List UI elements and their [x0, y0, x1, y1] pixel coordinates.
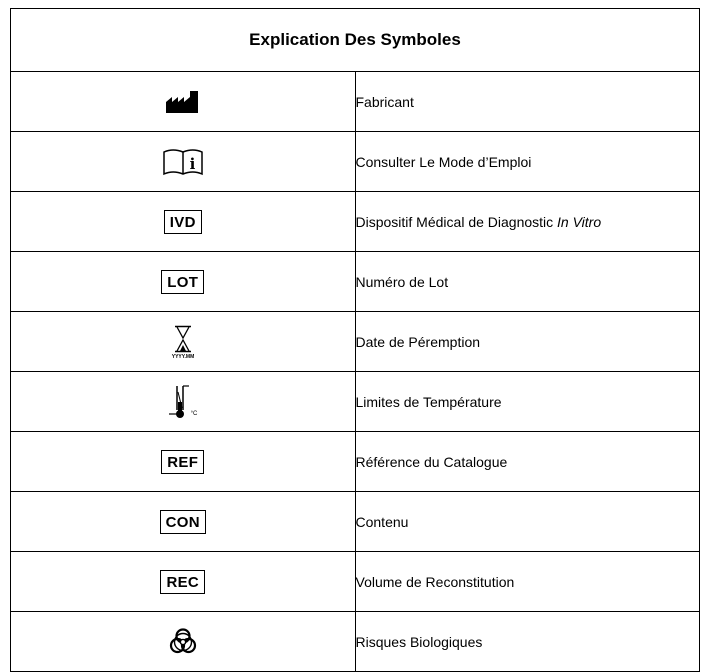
description-cell: Numéro de Lot — [355, 252, 700, 312]
table-row — [11, 72, 700, 132]
description-cell: Limites de Température — [355, 372, 700, 432]
celsius-label: °C — [190, 410, 198, 417]
table-row — [11, 552, 700, 612]
consult-instructions-icon — [162, 148, 204, 176]
symbol-cell — [11, 132, 356, 192]
table-row — [11, 612, 700, 672]
rec-icon: REC — [160, 570, 205, 594]
biohazard-icon — [167, 626, 199, 658]
table-row — [11, 252, 700, 312]
thermometer-icon — [165, 384, 201, 420]
manufacturer-icon — [165, 90, 201, 114]
symbol-cell — [11, 312, 356, 372]
symbol-cell — [11, 192, 356, 252]
symbol-cell — [11, 552, 356, 612]
description-cell: Référence du Catalogue — [355, 432, 700, 492]
symbol-cell — [11, 492, 356, 552]
symbol-cell — [11, 252, 356, 312]
description-cell: Volume de Reconstitution — [355, 552, 700, 612]
symbol-legend-table — [10, 8, 700, 672]
svg-text:i: i — [189, 154, 196, 173]
lot-icon: LOT — [161, 270, 204, 294]
description-cell: Consulter Le Mode d’Emploi — [355, 132, 700, 192]
table-row — [11, 432, 700, 492]
description-cell: Fabricant — [355, 72, 700, 132]
con-icon: CON — [160, 510, 206, 534]
description-cell: Risques Biologiques — [355, 612, 700, 672]
hourglass-icon — [168, 325, 198, 359]
symbol-cell — [11, 372, 356, 432]
ivd-icon: IVD — [164, 210, 202, 234]
table-header-row — [11, 9, 700, 72]
symbol-cell — [11, 612, 356, 672]
table-row — [11, 192, 700, 252]
table-row — [11, 372, 700, 432]
date-format-label: YYYY.MM — [171, 353, 195, 359]
table-row — [11, 312, 700, 372]
table-row — [11, 132, 700, 192]
description-text: Dispositif Médical de Diagnostic — [355, 213, 558, 230]
description-cell — [355, 192, 700, 252]
description-cell: Contenu — [355, 492, 700, 552]
description-italic-text: In Vitro — [557, 213, 602, 230]
ref-icon: REF — [161, 450, 204, 474]
symbol-cell — [11, 72, 356, 132]
table-row — [11, 492, 700, 552]
table-title: Explication Des Symboles — [11, 9, 700, 72]
description-cell: Date de Péremption — [355, 312, 700, 372]
symbol-cell — [11, 432, 356, 492]
